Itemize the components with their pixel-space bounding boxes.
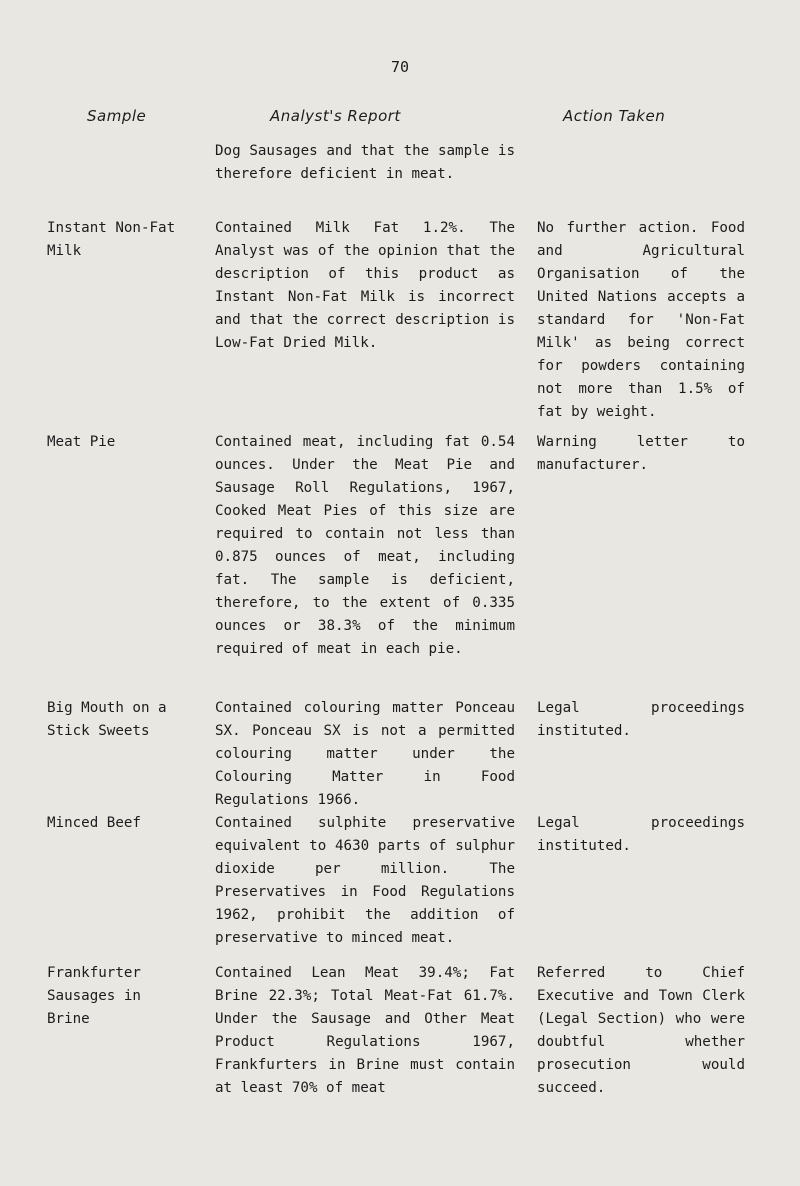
action-cell: No further action. Food and Agricultural Organisation of the United Nations accepts a standard for 'Non-Fat Milk' as being correct for powders containing not more than 1.5% of fat by weight. xyxy=(537,220,745,420)
report-cell: Dog Sausages and that the sample is therefore deficient in meat. xyxy=(215,143,515,182)
sample-cell: Meat Pie xyxy=(47,434,116,450)
sample-cell: Instant Non-Fat Milk xyxy=(47,220,176,259)
action-cell: Legal proceedings instituted. xyxy=(537,700,745,739)
report-cell: Contained Lean Meat 39.4%; Fat Brine 22.3%; Total Meat-Fat 61.7%. Under the Sausage and Other Meat Product Regulations 1967, Frankfurters in Brine must contain at least 70% of meat xyxy=(215,965,515,1096)
report-cell: Contained Milk Fat 1.2%. The Analyst was of the opinion that the description of this product as Instant Non-Fat Milk is incorrect and that the correct description is Low-Fat Dried Milk. xyxy=(215,220,515,351)
report-cell: Contained meat, including fat 0.54 ounces. Under the Meat Pie and Sausage Roll Regulations, 1967, Cooked Meat Pies of this size are required to contain not less than 0.875 ounces of meat, including fat. The sample is deficient, therefore, to the extent of 0.335 ounces or 38.3% of the minimum required of meat in each pie. xyxy=(215,434,515,657)
sample-cell: Big Mouth on a Stick Sweets xyxy=(47,700,167,739)
column-header-sample: Sample xyxy=(87,107,147,125)
page-number: 70 xyxy=(390,58,410,76)
sample-cell: Minced Beef xyxy=(47,815,141,831)
sample-cell: Frankfurter Sausages in Brine xyxy=(47,965,141,1027)
column-header-analysts-report: Analyst's Report xyxy=(270,107,401,125)
action-cell: Referred to Chief Executive and Town Clerk (Legal Section) who were doubtful whether prosecution would succeed. xyxy=(537,965,745,1096)
column-header-action-taken: Action Taken xyxy=(563,107,666,125)
report-cell: Contained sulphite preservative equivalent to 4630 parts of sulphur dioxide per million. The Preservatives in Food Regulations 1962, prohibit the addition of preservative to minced meat. xyxy=(215,815,515,946)
report-cell: Contained colouring matter Ponceau SX. Ponceau SX is not a permitted colouring matter under the Colouring Matter in Food Regulations 1966. xyxy=(215,700,515,808)
action-cell: Legal proceedings instituted. xyxy=(537,815,745,854)
action-cell: Warning letter to manufacturer. xyxy=(537,434,745,473)
